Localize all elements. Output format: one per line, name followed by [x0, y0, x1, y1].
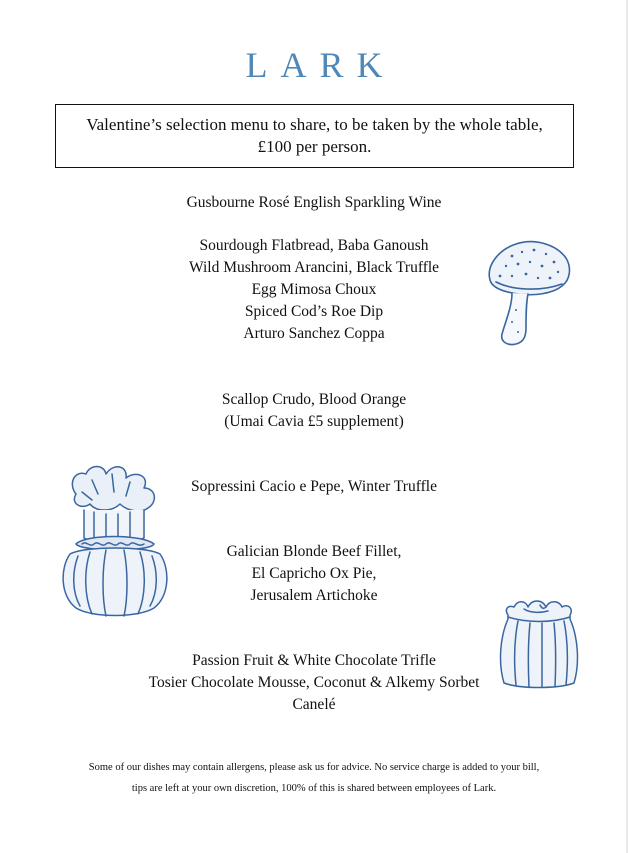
canele-icon: [496, 597, 582, 691]
menu-item: Jerusalem Artichoke: [250, 587, 378, 604]
menu-item: Sourdough Flatbread, Baba Ganoush: [199, 237, 429, 254]
menu-item: Sopressini Cacio e Pepe, Winter Truffle: [191, 478, 437, 495]
menu-item: Gusbourne Rosé English Sparkling Wine: [186, 194, 442, 211]
footer-line-2: tips are left at your own discretion, 100% of this is shared between employees of Lark.: [131, 782, 497, 794]
menu-item: Spiced Cod’s Roe Dip: [244, 303, 384, 320]
allergen-footer: [0, 758, 628, 799]
footer-line-1: Some of our dishes may contain allergens, please ask us for advice. No service charge is added to your bill,: [88, 762, 540, 773]
menu-item: Egg Mimosa Choux: [251, 281, 377, 298]
menu-item: Scallop Crudo, Blood Orange: [221, 391, 407, 408]
menu-item: Wild Mushroom Arancini, Black Truffle: [188, 259, 440, 276]
menu-item: Galician Blonde Beef Fillet,: [226, 543, 402, 560]
menu-item: Canelé: [292, 696, 336, 713]
mushroom-icon: [482, 236, 578, 348]
intro-line-2: £100 per person.: [257, 137, 372, 156]
intro-line-1: Valentine’s selection menu to share, to be taken by the whole table,: [86, 115, 543, 134]
pie-icon: [56, 458, 174, 620]
menu-item: Arturo Sanchez Coppa: [243, 325, 385, 342]
menu-item: (Umai Cavia £5 supplement): [224, 413, 404, 430]
menu-item: Passion Fruit & White Chocolate Trifle: [192, 652, 436, 669]
intro-box: [55, 104, 574, 168]
menu-item: El Capricho Ox Pie,: [251, 565, 377, 582]
course-aperitif: [0, 192, 628, 214]
menu-item: Tosier Chocolate Mousse, Coconut & Alkemy Sorbet: [148, 674, 480, 691]
brand-title: LARK: [245, 45, 396, 85]
course-starter: [0, 389, 628, 433]
